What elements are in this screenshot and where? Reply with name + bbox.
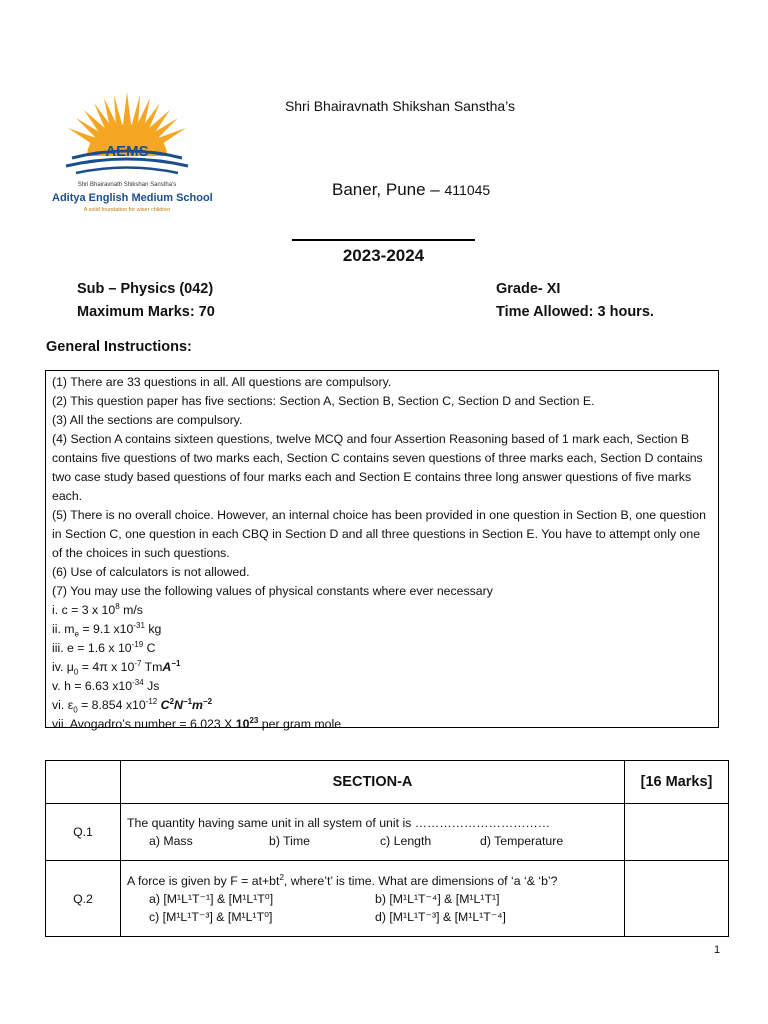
instruction-2: (2) This question paper has five sections: Section A, Section B, Section C, Section D and Section E. (52, 394, 595, 408)
section-title: SECTION-A (121, 761, 625, 804)
instruction-7: (7) You may use the following values of physical constants where ever necessary (52, 584, 493, 598)
instruction-3: (3) All the sections are compulsory. (52, 413, 243, 427)
subject: Sub – Physics (042) (77, 281, 214, 297)
max-marks: Maximum Marks: 70 (77, 304, 215, 320)
question-1 (121, 804, 625, 861)
trust-name: Shri Bhairavnath Shikshan Sanstha’s (284, 98, 516, 114)
option-a: a) Mass (149, 834, 193, 848)
instruction-4: (4) Section A contains sixteen questions, twelve MCQ and four Assertion Reasoning based of 1 mark each, Section B contains five questions of two marks each, Section C contains seven questions of three marks each, Section D contains two case study based questions of four marks each and Section E contains three long answer questions of five marks each. (52, 432, 703, 503)
option-a: a) [M¹L¹T⁻¹] & [M¹L¹T⁰] (149, 891, 274, 906)
section-marks: [16 Marks] (625, 761, 729, 804)
question-text: A force is given by $F = at+bt^2$, where’t’ is time. What are dimensions of ‘a ‘& ‘b’? (127, 872, 558, 888)
header-rule (292, 239, 475, 241)
question-text: The quantity having same unit in all system of unit is …………………………… (127, 816, 551, 830)
option-d: d) Temperature (480, 834, 564, 848)
option-c: c) Length (380, 834, 432, 848)
option-b: b) [M¹L¹T⁻⁴] & [M¹L¹T¹] (375, 891, 500, 906)
time-allowed: Time Allowed: 3 hours. (496, 304, 654, 320)
constant-avogadro: vii. Avogadro’s number = 6.023 X $10^{23}$ per gram mole (52, 715, 342, 731)
question-number: Q.2 (46, 861, 121, 937)
constant-epsilon: vi. $\varepsilon_0 = 8.854$ $x10^{-12}$ $C^2N^{-1}m^{-2}$ (52, 696, 213, 715)
option-b: b) Time (269, 834, 310, 848)
option-d: d) [M¹L¹T⁻³] & [M¹L¹T⁻⁴] (375, 909, 506, 924)
instruction-6: (6) Use of calculators is not allowed. (52, 565, 250, 579)
logo-school-name: Aditya English Medium School (52, 192, 213, 204)
academic-year: 2023-2024 (342, 246, 425, 265)
question-2 (121, 861, 625, 937)
question-options (127, 908, 618, 926)
constant-mu: iv. $\mu_0 = 4\pi$ x $10^{-7}$ TmA$^{-1}$ (52, 658, 181, 677)
school-address: Baner, Pune – 411045 (332, 180, 491, 199)
constant-e: iii. e = 1.6 x $10^{-19}$ C (52, 639, 156, 655)
grade: Grade- XI (496, 281, 561, 297)
logo-trust-small: Shri Bhairavnath Shikshan Sanstha's (77, 182, 177, 188)
constant-c: i. c = 3 x $10^8$ m/s (52, 601, 143, 617)
table-row (46, 804, 729, 861)
constant-h: v. h = 6.63 $x10^{-34}$ Js (52, 677, 160, 693)
instructions-box (45, 370, 719, 731)
table-row (46, 861, 729, 937)
page-number: 1 (714, 944, 721, 956)
logo-acronym: AEMS (105, 143, 149, 160)
option-c: c) [M¹L¹T⁻³] & [M¹L¹T⁰] (149, 909, 273, 924)
question-options (127, 832, 618, 850)
pin-code: 411045 (444, 182, 491, 198)
questions-table (45, 760, 729, 937)
section-header-row (46, 761, 729, 804)
question-options (127, 890, 618, 908)
question-number: Q.1 (46, 804, 121, 861)
constant-me: ii. $m_e = 9.1$ $x10^{-31}$ kg (52, 620, 162, 639)
instruction-1: (1) There are 33 questions in all. All questions are compulsory. (52, 375, 392, 389)
instructions-title: General Instructions: (46, 339, 192, 355)
instruction-5: (5) There is no overall choice. However, an internal choice has been provided in one question in Section B, one question in Section C, one question in each CBQ in Section D and all three questions in Section E. You have to attempt only one of the choices in such questions. (52, 508, 706, 560)
logo-tagline: A solid foundation for wiser children (83, 207, 171, 213)
